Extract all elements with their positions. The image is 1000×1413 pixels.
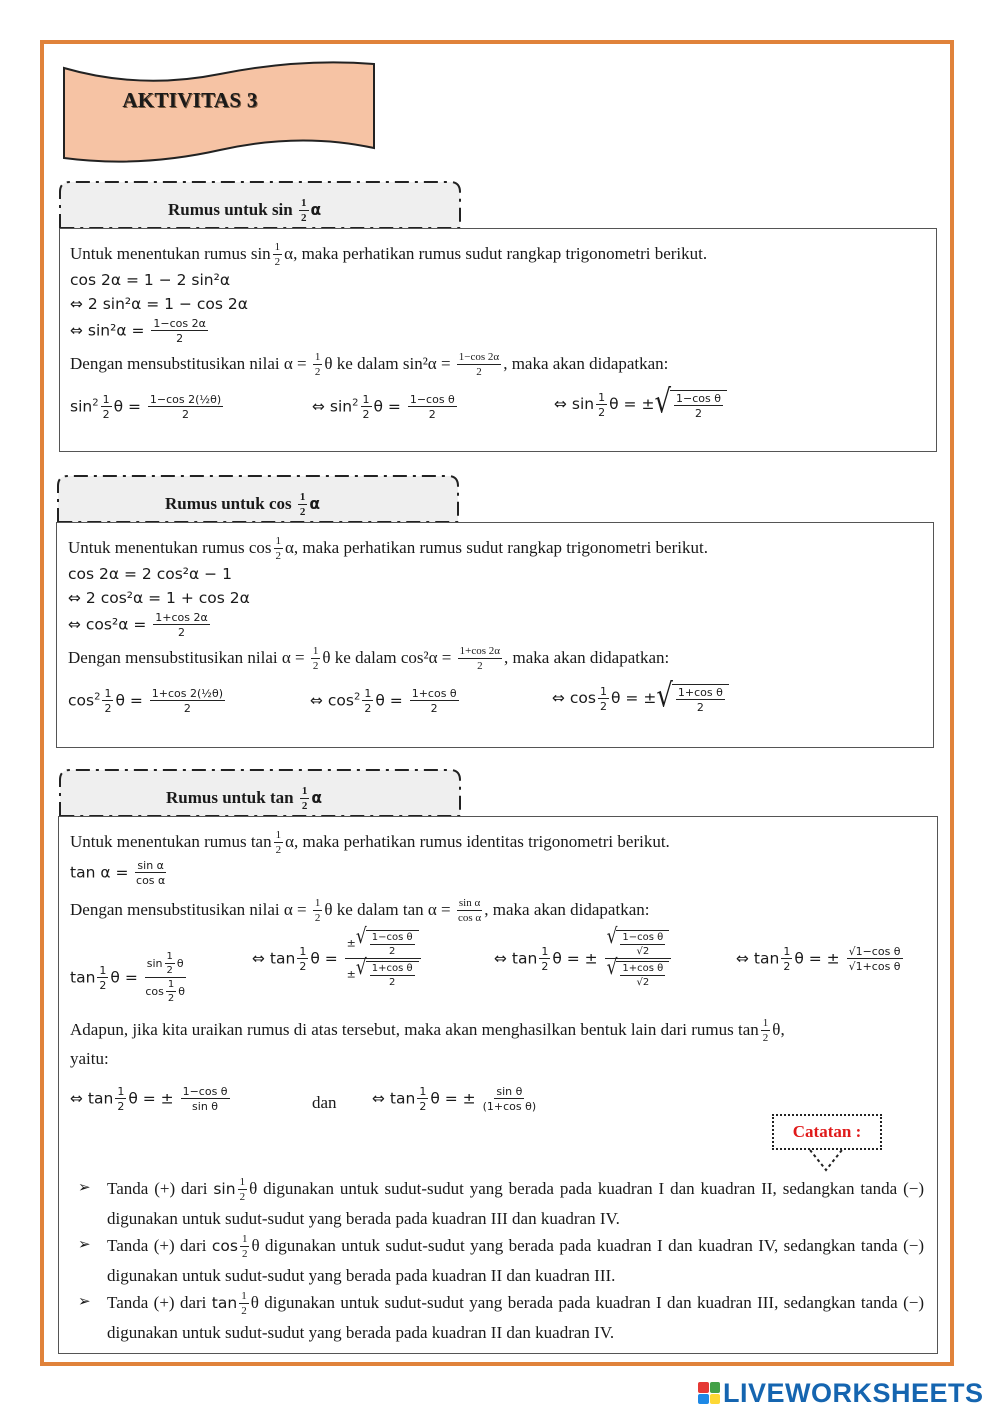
catatan-pointer	[808, 1148, 844, 1174]
tan-paragraph: Adapun, jika kita uraikan rumus di atas tersebut, maka akan menghasilkan bentuk lain dari rumus tan $\frac{1}{2}$ θ,	[70, 1017, 785, 1044]
tan-substitution: Dengan mensubstitusikan nilai α = $\frac{1}{2}$ θ ke dalam tan α = $\frac{\text{sin α}}{\text{cos α}}$ , maka akan didapatkan:	[70, 897, 650, 924]
sin-substitution: Dengan mensubstitusikan nilai α = $\frac{1}{2}$ θ ke dalam sin²α = $\frac{1-\cos 2\alpha}{2}$ , maka akan didapatkan:	[70, 351, 669, 378]
tan-result-2: ⇔ tan $\frac{1}{2}$ θ = ± √ $\frac{\text{1−cos θ}}{2}$ ± √ $\frac{\text{1+cos θ}}{2}$	[252, 930, 423, 988]
note-bullet-sin: ➢ Tanda (+) dari sin $\frac{1}{2}$ θ digunakan untuk sudut-sudut yang berada pada kuadran I dan kuadran II, sedangkan tanda (−) digunakan untuk sudut-sudut yang berada pada kuadran III dan kuadran IV.	[78, 1174, 924, 1233]
liveworksheets-logo[interactable]	[698, 1376, 984, 1410]
tan-intro: Untuk menentukan rumus tan $\frac{1}{2}$ α, maka perhatikan rumus identitas trigonometri berikut.	[70, 829, 670, 856]
tan-heading: Rumus untuk tan $\frac{1}{2}$ α	[166, 785, 322, 812]
cos-result-2: ⇔ $\cos^2$ $\frac{1}{2}$ θ = $\frac{\text{1+cos θ}}{2}$	[310, 687, 457, 715]
arrow-bullet-icon: ➢	[78, 1237, 91, 1253]
arrow-bullet-icon: ➢	[78, 1180, 91, 1196]
liveworksheets-icon	[698, 1382, 720, 1404]
tan-result-1: tan $\frac{1}{2}$ θ = sin $\frac{1}{2}$ θ cos $\frac{1}{2}$ θ	[70, 951, 185, 1004]
cos-eq1: cos 2α = 2 cos²α − 1	[68, 565, 232, 583]
tan-alt-2: ⇔ tan $\frac{1}{2}$ θ = ± $\frac{\text{sin θ}}{\text{(1+cos θ)}}$	[372, 1085, 537, 1113]
sin-result-2: ⇔ $\sin^2$ $\frac{1}{2}$ θ = $\frac{\text{1−cos θ}}{2}$	[312, 393, 455, 421]
cos-result-3: ⇔ cos $\frac{1}{2}$ θ = ± √ $\frac{\text{1+cos θ}}{2}$	[552, 684, 729, 713]
activity-title: AKTIVITAS 3	[122, 88, 258, 112]
sin-eq2: ⇔ 2 sin²α = 1 − cos 2α	[70, 295, 248, 313]
sin-eq3: ⇔ sin²α = $\frac{1-\cos 2\alpha}{2}$	[70, 317, 206, 345]
cos-intro: Untuk menentukan rumus cos $\frac{1}{2}$ α, maka perhatikan rumus sudut rangkap trigonometri berikut.	[68, 535, 708, 562]
watermark-text: LIVEWORKSHEETS	[723, 1377, 984, 1408]
cos-substitution: Dengan mensubstitusikan nilai α = $\frac{1}{2}$ θ ke dalam cos²α = $\frac{1+\cos 2\alpha}{2}$ , maka akan didapatkan:	[68, 645, 670, 672]
tan-alt-1: ⇔ tan $\frac{1}{2}$ θ = ± $\frac{\text{1−cos θ}}{\text{sin θ}}$	[70, 1085, 228, 1113]
cos-eq3: ⇔ cos²α = $\frac{1+\cos 2\alpha}{2}$	[68, 611, 208, 639]
cos-eq2: ⇔ 2 cos²α = 1 + cos 2α	[68, 589, 250, 607]
sin-eq1: cos 2α = 1 − 2 sin²α	[70, 271, 231, 289]
cos-heading: Rumus untuk cos $\frac{1}{2}$ α	[165, 491, 321, 518]
and-word: dan	[312, 1093, 337, 1112]
tan-result-4: ⇔ tan $\frac{1}{2}$ θ = ± $\frac{\text{√1−cos θ}}{\text{√1+cos θ}}$	[736, 945, 901, 973]
tan-result-3: ⇔ tan $\frac{1}{2}$ θ = ± √ $\frac{\text{1−cos θ}}{√2}$ √ $\frac{\text{1+cos θ}}{√2}$	[494, 930, 673, 988]
sin-heading: Rumus untuk sin $\frac{1}{2}$ α	[168, 197, 322, 224]
arrow-bullet-icon: ➢	[78, 1294, 91, 1310]
sin-intro: Untuk menentukan rumus sin $\frac{1}{2}$ α, maka perhatikan rumus sudut rangkap trigonometri berikut.	[70, 241, 708, 268]
tan-eq1: tan α = $\frac{\text{sin α}}{\text{cos α}}$	[70, 859, 166, 887]
tan-paragraph-cont: yaitu:	[70, 1049, 109, 1068]
cos-result-1: $\cos^2$ $\frac{1}{2}$ θ = $\frac{\text{1+cos 2(½θ)}}{2}$	[68, 687, 223, 715]
sin-result-1: $\sin^2$ $\frac{1}{2}$ θ = $\frac{\text{1−cos 2(½θ)}}{2}$	[70, 393, 222, 421]
note-bullet-tan: ➢ Tanda (+) dari tan $\frac{1}{2}$ θ digunakan untuk sudut-sudut yang berada pada kuadran I dan kuadran III, sedangkan tanda (−) digunakan untuk sudut-sudut yang berada pada kuadran II dan kuadran IV.	[78, 1288, 924, 1347]
note-bullet-cos: ➢ Tanda (+) dari cos $\frac{1}{2}$ θ digunakan untuk sudut-sudut yang berada pada kuadran I dan kuadran IV, sedangkan tanda (−) digunakan untuk sudut-sudut yang berada pada kuadran II dan kuadran III.	[78, 1231, 924, 1290]
sin-result-3: ⇔ sin $\frac{1}{2}$ θ = ± √ $\frac{\text{1−cos θ}}{2}$	[554, 390, 727, 419]
catatan-label: Catatan :	[772, 1114, 882, 1150]
